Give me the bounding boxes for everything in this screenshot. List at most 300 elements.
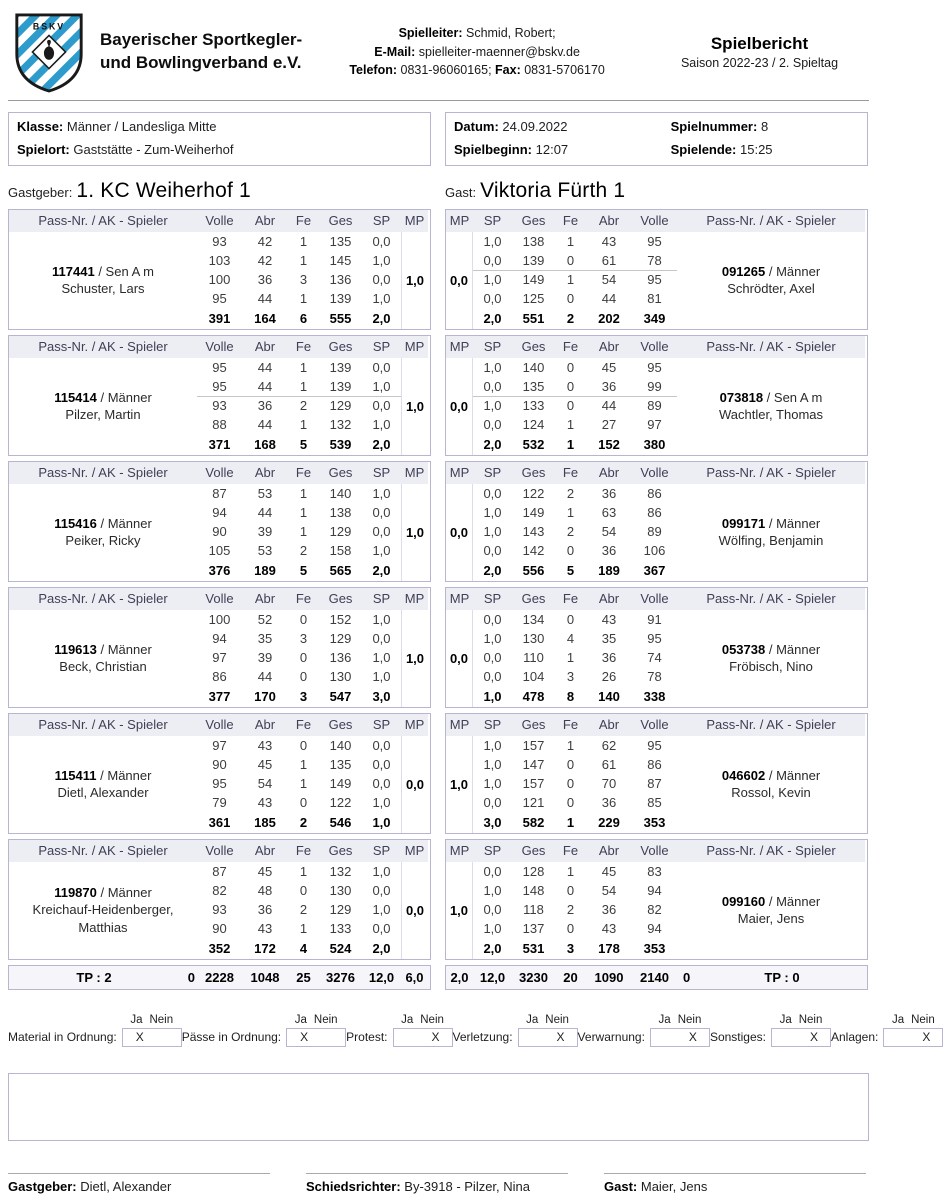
player-total-value: 164	[254, 310, 276, 326]
spielnummer-line	[671, 116, 859, 139]
col-header-ges: Ges	[319, 336, 362, 358]
player-mp-cell	[446, 610, 473, 707]
lane-value: 100	[208, 271, 231, 287]
player-name: Wachtler, Thomas	[718, 407, 824, 422]
lane-value: 93	[197, 396, 242, 415]
guest-team-heading	[445, 179, 868, 203]
lane-value: 0	[566, 290, 575, 306]
x-mark: X	[300, 1030, 309, 1044]
lane-value: 1,0	[372, 290, 391, 306]
check-box	[650, 1028, 710, 1047]
player-pass-number: 115416	[54, 515, 97, 531]
lane-value: 1,0	[372, 252, 391, 268]
ak-separator: /	[765, 263, 777, 279]
lane-value: 1	[299, 504, 308, 520]
lane-value: 133	[512, 396, 555, 415]
player-total-value: 2,0	[483, 310, 502, 326]
lane-value: 44	[586, 396, 632, 415]
lane-value: 48	[257, 882, 273, 898]
lane-value: 42	[257, 252, 273, 268]
col-header-abr: Abr	[586, 336, 632, 358]
lane-value: 43	[601, 233, 617, 249]
lane-value: 147	[522, 756, 545, 772]
lane-value: 0	[299, 794, 308, 810]
home-team-points: TP : 2	[76, 969, 112, 985]
player-total-value: 353	[643, 814, 666, 830]
lane-value: 0,0	[372, 756, 391, 772]
col-header-sp: SP	[473, 588, 512, 610]
guest-player-blocks	[445, 209, 868, 960]
contact-line2	[302, 43, 652, 62]
player-total-value: 531	[522, 940, 545, 956]
ak-separator: /	[96, 767, 108, 783]
player-total-value: 547	[329, 688, 352, 704]
lane-value: 94	[647, 920, 662, 936]
home-player-blocks	[8, 209, 431, 960]
lane-value: 149	[512, 270, 555, 289]
home-total-fe: 25	[296, 969, 311, 985]
lane-value: 36	[601, 794, 617, 810]
player-block-guest-2	[445, 335, 868, 456]
lane-value: 129	[329, 901, 352, 917]
lane-value: 1	[299, 863, 308, 879]
lane-value: 1,0	[483, 882, 502, 898]
check-label: Verletzung:	[452, 1029, 513, 1044]
lane-value: 129	[329, 523, 352, 539]
col-header-sp: SP	[473, 462, 512, 484]
player-pass-line	[722, 641, 820, 658]
lane-value: 130	[329, 882, 352, 898]
lane-value: 3	[299, 630, 308, 646]
lane-value: 87	[212, 863, 227, 879]
lane-value: 0,0	[372, 233, 391, 249]
lane-value: 35	[601, 630, 617, 646]
player-total-value: 1,0	[483, 688, 502, 704]
spielort-line	[17, 139, 422, 162]
guest-signature-label: Gast:	[604, 1178, 638, 1194]
col-header-fe: Fe	[288, 714, 319, 736]
spielort-label: Spielort:	[17, 141, 70, 157]
player-info	[677, 736, 865, 833]
lane-value: 125	[522, 290, 545, 306]
ak-separator: /	[765, 515, 777, 531]
spielbeginn-label: Spielbeginn:	[454, 141, 532, 157]
lane-value: 44	[257, 416, 273, 432]
player-name: Beck, Christian	[59, 659, 147, 674]
col-header-fe: Fe	[288, 588, 319, 610]
spielnummer-value: 8	[760, 119, 769, 134]
player-total-value: 2,0	[372, 562, 391, 578]
lane-value: 149	[329, 775, 352, 791]
nein-label: Nein	[798, 1013, 823, 1026]
player-pass-line	[722, 893, 820, 910]
x-mark: X	[809, 1030, 818, 1044]
lane-value: 44	[257, 668, 273, 684]
lane-value: 36	[601, 901, 617, 917]
col-header-ges: Ges	[512, 588, 555, 610]
referee-signature-label: Schiedsrichter:	[306, 1178, 401, 1194]
lane-value: 95	[647, 737, 662, 753]
lane-value: 36	[242, 396, 288, 415]
col-header-volle: Volle	[197, 840, 242, 862]
col-header-abr: Abr	[242, 588, 288, 610]
ja-nein-header	[780, 1014, 823, 1026]
player-age-class: Männer	[776, 515, 821, 531]
player-total-value: 2	[299, 814, 308, 830]
fax-label: Fax:	[495, 63, 521, 78]
lane-value: 1,0	[483, 775, 502, 791]
date-time-box	[445, 112, 868, 166]
col-header-ges: Ges	[512, 714, 555, 736]
lane-value: 1	[299, 233, 308, 249]
ak-separator: /	[96, 515, 108, 531]
player-col-header: Pass-Nr. / AK - Spieler	[677, 588, 865, 610]
lane-value: 132	[329, 416, 352, 432]
lane-value: 103	[208, 252, 231, 268]
player-total-value: 3,0	[483, 814, 502, 830]
col-header-fe: Fe	[555, 714, 586, 736]
lane-value: 83	[647, 863, 662, 879]
player-age-class: Männer	[776, 893, 821, 909]
player-total-value: 185	[254, 814, 276, 830]
player-total-value: 2	[566, 310, 575, 326]
spielleiter-value: Schmid, Robert;	[465, 25, 556, 40]
lane-value: 0	[566, 882, 575, 898]
col-header-mp: MP	[446, 336, 473, 358]
player-info	[9, 736, 197, 833]
player-block-home-4	[8, 587, 431, 708]
player-block-home-2	[8, 335, 431, 456]
lane-value: 0,0	[483, 668, 502, 684]
lane-value: 89	[632, 396, 677, 415]
col-header-ges: Ges	[512, 336, 555, 358]
lane-value: 3	[299, 271, 308, 287]
player-col-header: Pass-Nr. / AK - Spieler	[677, 462, 865, 484]
check-box	[286, 1028, 346, 1047]
col-header-ges: Ges	[319, 210, 362, 232]
lane-value: 86	[647, 756, 662, 772]
lane-value: 95	[212, 378, 227, 394]
spielende-label: Spielende:	[670, 141, 737, 157]
lane-value: 97	[212, 649, 227, 665]
nein-label: Nein	[313, 1013, 338, 1026]
org-line2: und Bowlingverband e.V.	[100, 53, 302, 72]
spielort-value: Gaststätte - Zum-Weiherhof	[73, 141, 234, 157]
lane-value: 105	[208, 542, 231, 558]
col-header-volle: Volle	[632, 714, 677, 736]
col-header-fe: Fe	[288, 840, 319, 862]
lane-value: 0	[566, 794, 575, 810]
player-info	[677, 610, 865, 707]
lane-value: 90	[212, 920, 227, 936]
col-header-ges: Ges	[319, 462, 362, 484]
lane-value: 86	[647, 485, 662, 501]
lane-value: 36	[601, 542, 617, 558]
x-mark: X	[922, 1030, 931, 1044]
player-total-value: 565	[329, 562, 352, 578]
lane-value: 157	[522, 775, 545, 791]
lane-value: 79	[212, 794, 227, 810]
lane-value: 97	[647, 416, 662, 432]
organization-name	[100, 29, 302, 75]
col-header-ges: Ges	[512, 840, 555, 862]
lane-value: 1	[566, 863, 575, 879]
lane-value: 0,0	[483, 901, 502, 917]
player-pass-number: 099160	[721, 893, 766, 909]
lane-value: 1,0	[372, 901, 391, 917]
player-info	[9, 232, 197, 329]
player-pass-line	[54, 515, 152, 532]
nein-label: Nein	[545, 1013, 569, 1026]
player-total-value: 1,0	[372, 814, 391, 830]
player-block-home-3	[8, 461, 431, 582]
lane-value: 39	[257, 649, 273, 665]
lane-value: 86	[647, 504, 662, 520]
player-pass-number: 117441	[52, 263, 95, 279]
ak-separator: /	[765, 893, 777, 909]
signature-row	[8, 1173, 869, 1194]
check-box-wrap	[650, 1014, 710, 1047]
guest-total-sp: 12,0	[479, 969, 506, 985]
player-total-value: 582	[522, 814, 545, 830]
lane-value: 1	[299, 252, 308, 268]
lane-value: 124	[522, 416, 545, 432]
lane-value: 1,0	[483, 523, 502, 539]
player-pass-line	[722, 767, 820, 784]
lane-value: 0	[566, 542, 575, 558]
col-header-volle: Volle	[632, 462, 677, 484]
check-box	[771, 1028, 831, 1047]
lane-value: 129	[319, 396, 362, 415]
lane-value: 95	[212, 775, 227, 791]
lane-value: 86	[212, 668, 227, 684]
home-total-mp: 6,0	[405, 969, 424, 985]
home-team-name: 1. KC Weiherhof 1	[76, 178, 251, 202]
col-header-fe: Fe	[288, 462, 319, 484]
player-total-value: 338	[643, 688, 666, 704]
lane-value: 1,0	[372, 542, 391, 558]
player-name: Kreichauf-Heidenberger, Matthias	[32, 902, 174, 935]
col-header-mp: MP	[401, 840, 428, 862]
ja-label: Ja	[526, 1013, 539, 1026]
player-total-value: 551	[522, 310, 545, 326]
lane-value: 87	[647, 775, 662, 791]
player-total-value: 178	[598, 940, 620, 956]
player-total-value: 376	[208, 562, 231, 578]
lane-value: 0,0	[372, 504, 391, 520]
lane-value: 0,0	[483, 542, 502, 558]
lane-value: 1	[299, 523, 308, 539]
lane-value: 99	[647, 378, 662, 394]
home-total-abr: 1048	[250, 969, 280, 985]
lane-value: 140	[522, 359, 545, 375]
lane-value: 90	[212, 523, 227, 539]
player-age-class: Sen A m	[773, 389, 823, 405]
guest-total-fe: 20	[563, 969, 578, 985]
lane-value: 0	[566, 359, 575, 375]
ak-separator: /	[96, 389, 108, 405]
player-total-value: 524	[329, 940, 352, 956]
guest-team-name: Viktoria Fürth 1	[480, 178, 626, 202]
lane-value: 139	[329, 378, 352, 394]
lane-value: 44	[257, 378, 273, 394]
check-box-wrap	[286, 1014, 346, 1047]
spielbeginn-value: 12:07	[535, 141, 569, 157]
lane-value: 88	[212, 416, 227, 432]
lane-value: 2	[288, 396, 319, 415]
player-mp-cell	[446, 232, 473, 329]
contact-line1	[302, 24, 652, 43]
player-age-class: Männer	[776, 641, 821, 657]
lane-value: 0,0	[483, 252, 502, 268]
player-col-header: Pass-Nr. / AK - Spieler	[677, 714, 865, 736]
lane-value: 93	[212, 233, 227, 249]
lane-value: 1	[299, 359, 308, 375]
player-mp-cell	[401, 862, 428, 959]
player-name: Fröbisch, Nino	[729, 659, 813, 674]
check-label: Anlagen:	[830, 1029, 879, 1044]
col-header-mp: MP	[401, 336, 428, 358]
check-box-wrap	[518, 1014, 578, 1047]
col-header-abr: Abr	[586, 714, 632, 736]
lane-value: 1,0	[372, 794, 391, 810]
ja-nein-header	[892, 1014, 935, 1026]
player-mp-value: 1,0	[405, 398, 425, 414]
col-header-volle: Volle	[197, 210, 242, 232]
col-header-abr: Abr	[242, 462, 288, 484]
player-name: Schuster, Lars	[61, 281, 145, 296]
lane-value: 0,0	[483, 290, 502, 306]
lane-value: 0,0	[372, 359, 391, 375]
ja-label: Ja	[294, 1013, 307, 1026]
fax-value: 0831-5706170	[524, 63, 605, 78]
lane-value: 82	[647, 901, 662, 917]
spielbeginn-line	[454, 139, 671, 162]
lane-value: 145	[329, 252, 352, 268]
player-mp-value: 1,0	[405, 524, 425, 540]
player-age-class: Männer	[776, 263, 821, 279]
player-total-value: 152	[598, 436, 620, 452]
col-header-fe: Fe	[555, 588, 586, 610]
comments-box	[8, 1073, 869, 1141]
lane-value: 0	[566, 920, 575, 936]
x-mark: X	[688, 1030, 697, 1044]
col-header-sp: SP	[473, 840, 512, 862]
lane-value: 44	[257, 504, 273, 520]
ja-nein-header	[659, 1014, 702, 1026]
col-header-sp: SP	[473, 714, 512, 736]
lane-value: 43	[257, 737, 273, 753]
player-block-guest-5	[445, 713, 868, 834]
ja-nein-header	[401, 1014, 444, 1026]
player-total-value: 353	[643, 940, 666, 956]
col-header-fe: Fe	[555, 336, 586, 358]
player-col-header: Pass-Nr. / AK - Spieler	[9, 840, 197, 862]
lane-value: 45	[257, 863, 273, 879]
guest-total-mp: 2,0	[450, 969, 469, 985]
ja-nein-header	[295, 1014, 338, 1026]
col-header-fe: Fe	[555, 840, 586, 862]
ak-separator: /	[763, 389, 774, 405]
col-header-ges: Ges	[319, 588, 362, 610]
lane-value: 89	[647, 523, 662, 539]
player-mp-value: 0,0	[405, 902, 425, 918]
col-header-volle: Volle	[197, 336, 242, 358]
player-block-guest-3	[445, 461, 868, 582]
referee-signature-name: By-3918 - Pilzer, Nina	[404, 1178, 531, 1194]
player-total-value: 8	[566, 688, 575, 704]
x-mark: X	[135, 1030, 144, 1044]
player-total-value: 371	[208, 436, 231, 452]
player-total-value: 556	[522, 562, 545, 578]
player-block-home-6	[8, 839, 431, 960]
col-header-mp: MP	[401, 714, 428, 736]
lane-value: 45	[601, 359, 617, 375]
guest-penalty: 0	[683, 969, 691, 985]
lane-value: 97	[212, 737, 227, 753]
player-total-value: 361	[208, 814, 231, 830]
player-info	[9, 862, 197, 959]
lane-value: 93	[212, 901, 227, 917]
home-total-volle: 2228	[205, 969, 234, 985]
player-total-value: 478	[522, 688, 545, 704]
player-col-header: Pass-Nr. / AK - Spieler	[9, 462, 197, 484]
checks-row	[8, 1013, 935, 1047]
lane-value: 95	[647, 359, 662, 375]
col-header-ges: Ges	[319, 840, 362, 862]
player-total-value: 189	[254, 562, 276, 578]
check-box	[393, 1028, 453, 1047]
col-header-mp: MP	[446, 588, 473, 610]
lane-value: 54	[601, 523, 617, 539]
lane-value: 63	[601, 504, 617, 520]
player-mp-value: 1,0	[405, 650, 425, 666]
check-label: Protest:	[346, 1029, 388, 1044]
lane-value: 135	[522, 378, 545, 394]
lane-value: 158	[329, 542, 352, 558]
player-pass-number: 119613	[54, 641, 97, 657]
guest-team-totals	[445, 965, 868, 990]
player-info	[9, 610, 197, 707]
lane-value: 130	[522, 630, 545, 646]
spielende-line	[671, 139, 859, 162]
col-header-volle: Volle	[632, 336, 677, 358]
player-total-value: 140	[598, 688, 620, 704]
lane-value: 94	[212, 504, 227, 520]
player-total-value: 189	[598, 562, 620, 578]
guest-total-ges: 3230	[519, 969, 548, 985]
lane-value: 1,0	[473, 396, 512, 415]
lane-value: 1	[299, 756, 308, 772]
lane-value: 0	[299, 668, 308, 684]
col-header-sp: SP	[362, 840, 401, 862]
player-mp-cell	[401, 484, 428, 581]
lane-value: 0	[566, 252, 575, 268]
player-age-class: Männer	[107, 641, 152, 657]
lane-value: 121	[522, 794, 545, 810]
player-mp-value: 0,0	[449, 398, 469, 414]
lane-value: 91	[647, 611, 662, 627]
guest-team-points: TP : 0	[764, 969, 800, 985]
player-pass-line	[55, 767, 152, 784]
lane-value: 152	[329, 611, 352, 627]
player-mp-value: 0,0	[449, 272, 469, 288]
report-subtitle: Saison 2022-23 / 2. Spieltag	[680, 56, 839, 70]
telefon-value: 0831-96060165;	[400, 63, 492, 78]
lane-value: 35	[257, 630, 273, 646]
guest-signature	[604, 1173, 866, 1194]
col-header-mp: MP	[401, 462, 428, 484]
